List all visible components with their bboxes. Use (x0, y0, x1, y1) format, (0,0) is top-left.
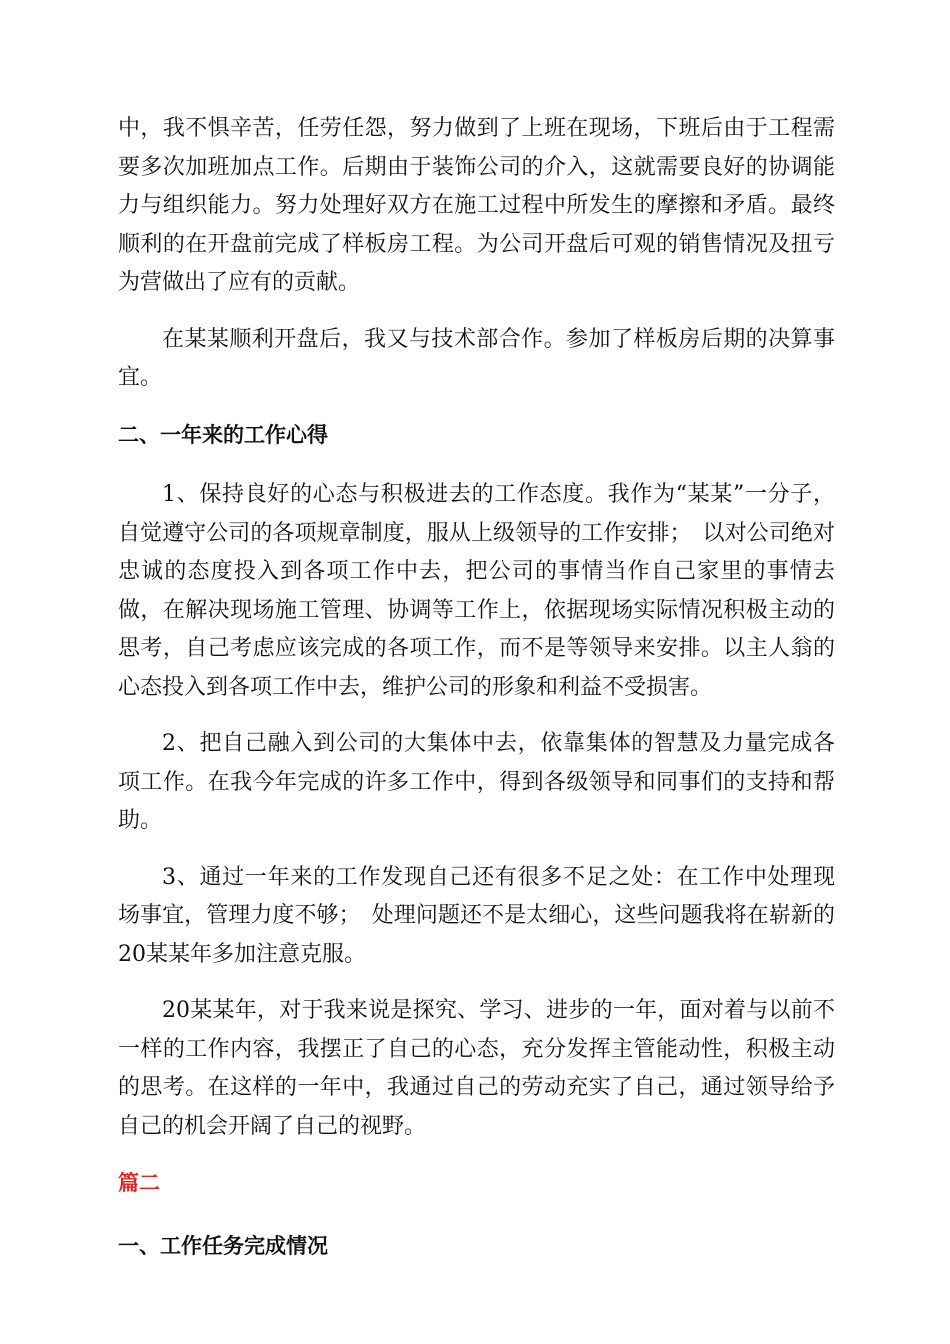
paragraph-continued: 中，我不惧辛苦，任劳任怨，努力做到了上班在现场，下班后由于工程需要多次加班加点工作。后期由于装饰公司的介入，这就需要良好的协调能力与组织能力。努力处理好双方在施工过程中所发生的摩擦和矛盾。最终顺利的在开盘前完成了样板房工程。为公司开盘后可观的销售情况及扭亏为营做出了应有的贡献。 (118, 116, 835, 295)
paragraph-settlement: 在某某顺利开盘后，我又与技术部合作。参加了样板房后期的决算事宜。 (118, 326, 835, 390)
section-heading-tasks: 一、工作任务完成情况 (118, 1233, 328, 1258)
paragraph-point-2: 2、把自己融入到公司的大集体中去，依靠集体的智慧及力量完成各项工作。在我今年完成的许多工作中，得到各级领导和同事们的支持和帮助。 (118, 731, 835, 833)
paragraph-point-3: 3、通过一年来的工作发现自己还有很多不足之处：在工作中处理现场事宜，管理力度不够； 处理问题还不是太细心，这些问题我将在崭新的20某某年多加注意克服。 (118, 864, 835, 967)
paragraph-point-1: 1、保持良好的心态与积极进去的工作态度。我作为“某某”一分子，自觉遵守公司的各项规章制度，服从上级领导的工作安排； 以对公司绝对忠诚的态度投入到各项工作中去，把公司的事情当作自己家里的事情去做，在解决现场施工管理、协调等工作上，依据现场实际情况积极主动的思考，自己考虑应该完成的各项工作，而不是等领导来安排。以主人翁的心态投入到各项工作中去，维护公司的形象和利益不受损害。 (118, 482, 835, 700)
paragraph-summary: 20某某年，对于我来说是探究、学习、进步的一年，面对着与以前不一样的工作内容，我摆正了自己的心态，充分发挥主管能动性，积极主动的思考。在这样的一年中，我通过自己的劳动充实了自己，通过领导给予自己的机会开阔了自己的视野。 (118, 998, 835, 1139)
part-title: 篇二 (118, 1171, 160, 1195)
document-body (118, 110, 835, 1287)
section-heading-experience: 二、一年来的工作心得 (118, 422, 328, 447)
